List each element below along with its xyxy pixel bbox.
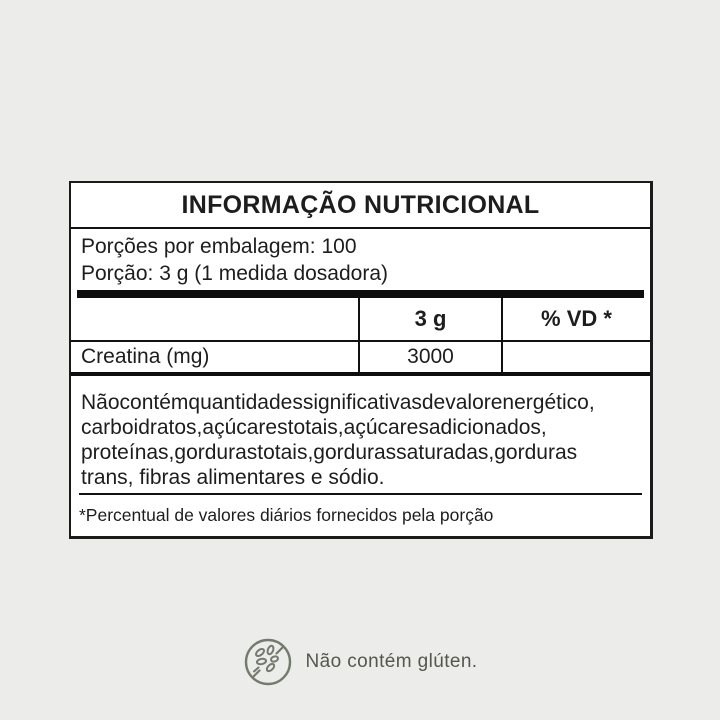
disclaimer-line: Nãocontémquantidadessignificativasdevalorenergético, (81, 391, 595, 414)
serving-size: Porção: 3 g (1 medida dosadora) (81, 262, 389, 285)
disclaimer-text (81, 390, 646, 490)
nutrient-amount: 3000 (358, 342, 501, 372)
table-header-row (71, 298, 650, 340)
gluten-free-icon (243, 637, 293, 687)
disclaimer-line: proteínas,gordurastotais,gordurassaturadas,gorduras (81, 441, 578, 464)
servings-info (71, 229, 650, 290)
table-row (71, 342, 650, 372)
disclaimer-line: carboidratos,açúcarestotais,açúcaresadicionados, (81, 416, 547, 439)
panel-title: INFORMAÇÃO NUTRICIONAL (181, 191, 540, 219)
gluten-free-badge (0, 637, 720, 687)
table-header-amount: 3 g (358, 298, 501, 340)
gluten-free-text: Não contém glúten. (305, 651, 478, 672)
disclaimer-line: trans, fibras alimentares e sódio. (81, 466, 385, 489)
table-top-bar (77, 290, 644, 298)
table-header-daily-value: % VD * (501, 298, 650, 340)
nutrient-daily-value (501, 342, 650, 372)
nutrition-panel (69, 181, 653, 539)
footnote-text: *Percentual de valores diários fornecidos pela porção (79, 505, 494, 525)
table-header-nutrient (71, 298, 358, 340)
nutrient-name: Creatina (mg) (81, 345, 210, 368)
servings-per-package: Porções por embalagem: 100 (81, 235, 357, 258)
nutrition-table (71, 298, 650, 376)
table-bottom-bar (71, 372, 650, 376)
